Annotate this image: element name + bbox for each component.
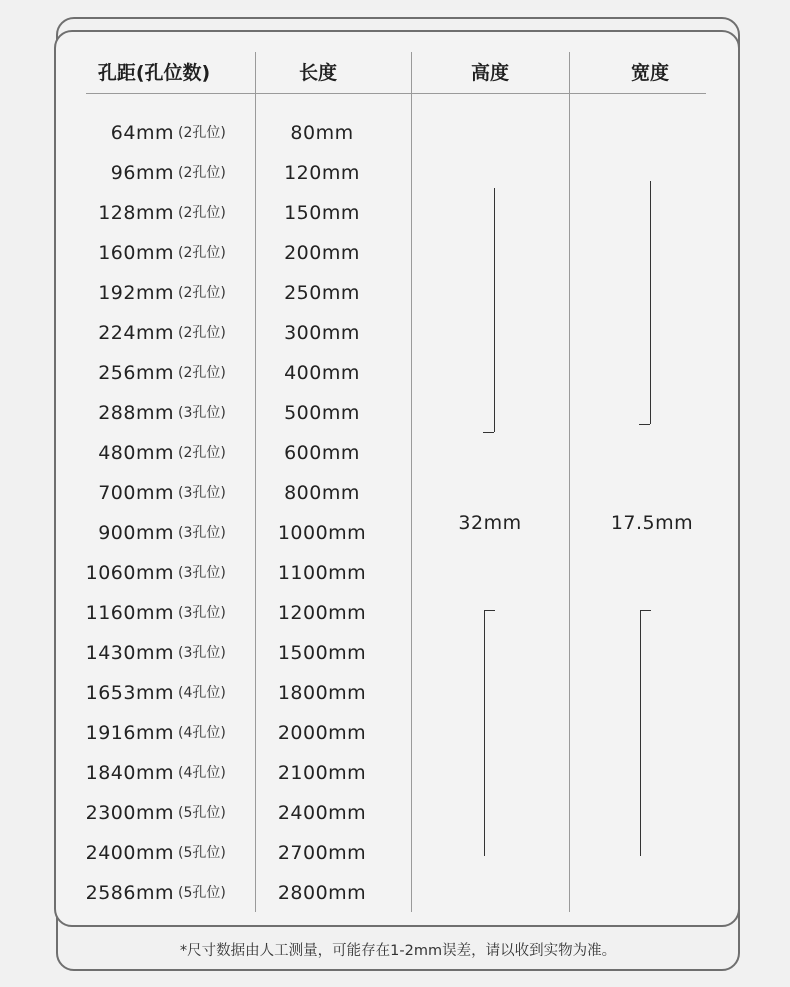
hole-spacing-cell: 2586mm xyxy=(85,882,174,904)
table-row xyxy=(0,393,790,433)
hole-spacing-cell: 224mm xyxy=(98,322,174,344)
table-row xyxy=(0,833,790,873)
length-cell: 2000mm xyxy=(277,722,367,744)
length-cell: 120mm xyxy=(284,162,360,184)
length-cell: 1800mm xyxy=(277,682,367,704)
hole-count-cell: (2孔位) xyxy=(178,285,226,301)
length-cell: 300mm xyxy=(284,322,360,344)
table-row xyxy=(0,793,790,833)
table-row xyxy=(0,273,790,313)
length-cell: 500mm xyxy=(284,402,360,424)
hole-count-cell: (3孔位) xyxy=(178,565,226,581)
length-cell: 600mm xyxy=(284,442,360,464)
width-value: 17.5mm xyxy=(610,512,694,534)
hole-count-cell: (2孔位) xyxy=(178,245,226,261)
table-row xyxy=(0,553,790,593)
header-height: 高度 xyxy=(470,62,509,84)
hole-count-cell: (3孔位) xyxy=(178,605,226,621)
table-row xyxy=(0,873,790,913)
header-width: 宽度 xyxy=(630,62,669,84)
hole-spacing-cell: 480mm xyxy=(98,442,174,464)
hole-spacing-cell: 1060mm xyxy=(85,562,174,584)
length-cell: 2700mm xyxy=(277,842,367,864)
hole-spacing-cell: 1916mm xyxy=(85,722,174,744)
hole-count-cell: (3孔位) xyxy=(178,405,226,421)
table-row xyxy=(0,633,790,673)
hole-spacing-cell: 1160mm xyxy=(85,602,174,624)
hole-count-cell: (4孔位) xyxy=(178,725,226,741)
hole-count-cell: (3孔位) xyxy=(178,525,226,541)
hole-spacing-cell: 1840mm xyxy=(85,762,174,784)
hole-count-cell: (2孔位) xyxy=(178,165,226,181)
table-row xyxy=(0,353,790,393)
hole-count-cell: (4孔位) xyxy=(178,765,226,781)
hole-spacing-cell: 900mm xyxy=(98,522,174,544)
hole-spacing-cell: 2300mm xyxy=(85,802,174,824)
length-cell: 200mm xyxy=(284,242,360,264)
hole-spacing-cell: 64mm xyxy=(110,122,174,144)
table-row xyxy=(0,673,790,713)
hole-spacing-cell: 256mm xyxy=(98,362,174,384)
hole-count-cell: (3孔位) xyxy=(178,645,226,661)
table-row xyxy=(0,713,790,753)
table-row xyxy=(0,113,790,153)
length-cell: 1200mm xyxy=(277,602,367,624)
hole-count-cell: (5孔位) xyxy=(178,805,226,821)
table-row xyxy=(0,433,790,473)
hole-spacing-cell: 128mm xyxy=(98,202,174,224)
hole-count-cell: (4孔位) xyxy=(178,685,226,701)
hole-count-cell: (2孔位) xyxy=(178,445,226,461)
hole-spacing-cell: 1430mm xyxy=(85,642,174,664)
hole-spacing-cell: 96mm xyxy=(110,162,174,184)
length-cell: 2800mm xyxy=(277,882,367,904)
hole-count-cell: (2孔位) xyxy=(178,125,226,141)
table-row xyxy=(0,313,790,353)
header-divider xyxy=(86,93,706,94)
table-row xyxy=(0,193,790,233)
length-cell: 400mm xyxy=(284,362,360,384)
length-cell: 1100mm xyxy=(277,562,367,584)
length-cell: 250mm xyxy=(284,282,360,304)
height-value: 32mm xyxy=(458,512,522,534)
length-cell: 800mm xyxy=(284,482,360,504)
header-length: 长度 xyxy=(298,62,337,84)
length-cell: 2100mm xyxy=(277,762,367,784)
table-row xyxy=(0,593,790,633)
hole-spacing-cell: 160mm xyxy=(98,242,174,264)
table-row xyxy=(0,233,790,273)
length-cell: 1000mm xyxy=(277,522,367,544)
hole-count-cell: (2孔位) xyxy=(178,365,226,381)
length-cell: 150mm xyxy=(284,202,360,224)
hole-count-cell: (3孔位) xyxy=(178,485,226,501)
hole-spacing-cell: 1653mm xyxy=(85,682,174,704)
footnote: *尺寸数据由人工测量，可能存在1-2mm误差，请以收到实物为准。 xyxy=(179,943,617,959)
length-cell: 2400mm xyxy=(277,802,367,824)
hole-spacing-cell: 2400mm xyxy=(85,842,174,864)
hole-count-cell: (5孔位) xyxy=(178,885,226,901)
hole-spacing-cell: 192mm xyxy=(98,282,174,304)
hole-count-cell: (2孔位) xyxy=(178,325,226,341)
header-hole-spacing: 孔距(孔位数) xyxy=(97,62,211,84)
table-row xyxy=(0,153,790,193)
length-cell: 80mm xyxy=(290,122,354,144)
table-row xyxy=(0,753,790,793)
hole-spacing-cell: 700mm xyxy=(98,482,174,504)
hole-spacing-cell: 288mm xyxy=(98,402,174,424)
hole-count-cell: (2孔位) xyxy=(178,205,226,221)
table-row xyxy=(0,473,790,513)
hole-count-cell: (5孔位) xyxy=(178,845,226,861)
length-cell: 1500mm xyxy=(277,642,367,664)
